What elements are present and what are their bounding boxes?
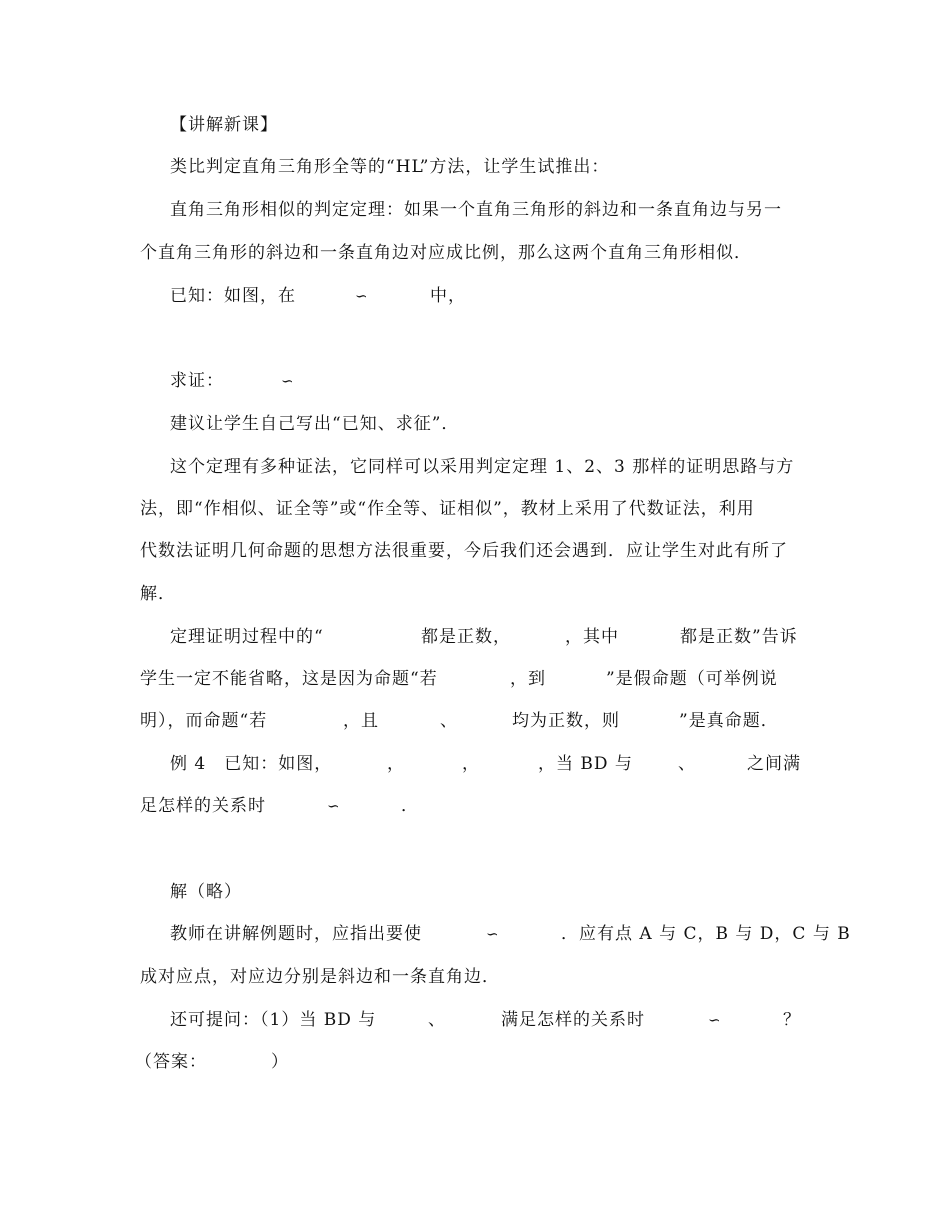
proof-note-line-2c: ”是假命题（可举例说 xyxy=(606,669,778,689)
example-4-period: ． xyxy=(401,796,419,816)
example-4-line-2a: 足怎样的关系时 xyxy=(140,796,266,816)
proof-note-line-3a: 明），而命题“若 xyxy=(140,711,268,731)
example-4-comma: ， xyxy=(462,754,480,774)
question-dun: 、 xyxy=(428,1010,446,1030)
section-heading: 【讲解新课】 xyxy=(170,115,278,135)
question-line-1a: 还可提问：（1）当 BD 与 xyxy=(170,1010,377,1030)
example-4-line-1a: 例 4 已知：如图， xyxy=(170,754,333,774)
teacher-note-line-1b: ．应有点 A 与 C，B 与 D，C 与 B xyxy=(561,924,851,944)
paragraph-hl-analogy: 类比判定直角三角形全等的“HL”方法，让学生试推出： xyxy=(170,157,610,177)
proof-note-line-3b: ，且 xyxy=(343,711,379,731)
paragraph-suggestion: 建议让学生自己写出“已知、求征”． xyxy=(170,414,460,434)
proof-note-line-2b: ，到 xyxy=(510,669,546,689)
prove-label: 求证： xyxy=(170,371,224,391)
proof-note-line-1b: 都是正数， xyxy=(421,627,511,647)
proof-note-line-3c: 、 xyxy=(440,711,458,731)
question-mark: ？ xyxy=(783,1010,801,1030)
teacher-note-line-2: 成对应点，对应边分别是斜边和一条直角边． xyxy=(140,967,500,987)
example-4-comma: ， xyxy=(387,754,405,774)
solution-label: 解（略） xyxy=(170,882,242,902)
answer-open: （答案： xyxy=(135,1052,207,1072)
theorem-line-2: 个直角三角形的斜边和一条直角边对应成比例，那么这两个直角三角形相似． xyxy=(140,243,752,263)
theorem-line-1: 直角三角形相似的判定定理：如果一个直角三角形的斜边和一条直角边与另一 xyxy=(170,200,782,220)
similar-symbol: ∽ xyxy=(708,1011,721,1029)
similar-symbol: ∽ xyxy=(486,925,499,943)
question-line-1b: 满足怎样的关系时 xyxy=(501,1010,645,1030)
answer-close: ） xyxy=(271,1052,289,1072)
similar-symbol: ∽ xyxy=(355,287,368,305)
example-4-dun: 、 xyxy=(678,754,696,774)
proof-note-line-1c: ，其中 xyxy=(565,627,619,647)
proof-note-line-3e: ”是真命题． xyxy=(679,711,779,731)
example-4-line-1c: 之间满 xyxy=(747,754,801,774)
proof-note-line-1d: 都是正数”告诉 xyxy=(680,627,798,647)
proof-note-line-1a: 定理证明过程中的“ xyxy=(170,627,324,647)
proof-methods-line-2: 法，即“作相似、证全等”或“作全等、证相似”，教材上采用了代数证法，利用 xyxy=(140,499,755,519)
proof-note-line-3d: 均为正数，则 xyxy=(512,711,620,731)
given-label: 已知：如图，在 xyxy=(170,286,296,306)
proof-note-line-2a: 学生一定不能省略，这是因为命题“若 xyxy=(140,669,438,689)
proof-methods-line-4: 解． xyxy=(140,584,176,604)
teacher-note-line-1a: 教师在讲解例题时，应指出要使 xyxy=(170,924,422,944)
similar-symbol: ∽ xyxy=(281,372,294,390)
proof-methods-line-3: 代数法证明几何命题的思想方法很重要，今后我们还会遇到．应让学生对此有所了 xyxy=(140,541,788,561)
proof-methods-line-1: 这个定理有多种证法，它同样可以采用判定定理 1、2、3 那样的证明思路与方 xyxy=(170,457,795,477)
example-4-line-1b: ，当 BD 与 xyxy=(538,754,633,774)
similar-symbol: ∽ xyxy=(327,797,340,815)
given-tail: 中， xyxy=(430,286,466,306)
